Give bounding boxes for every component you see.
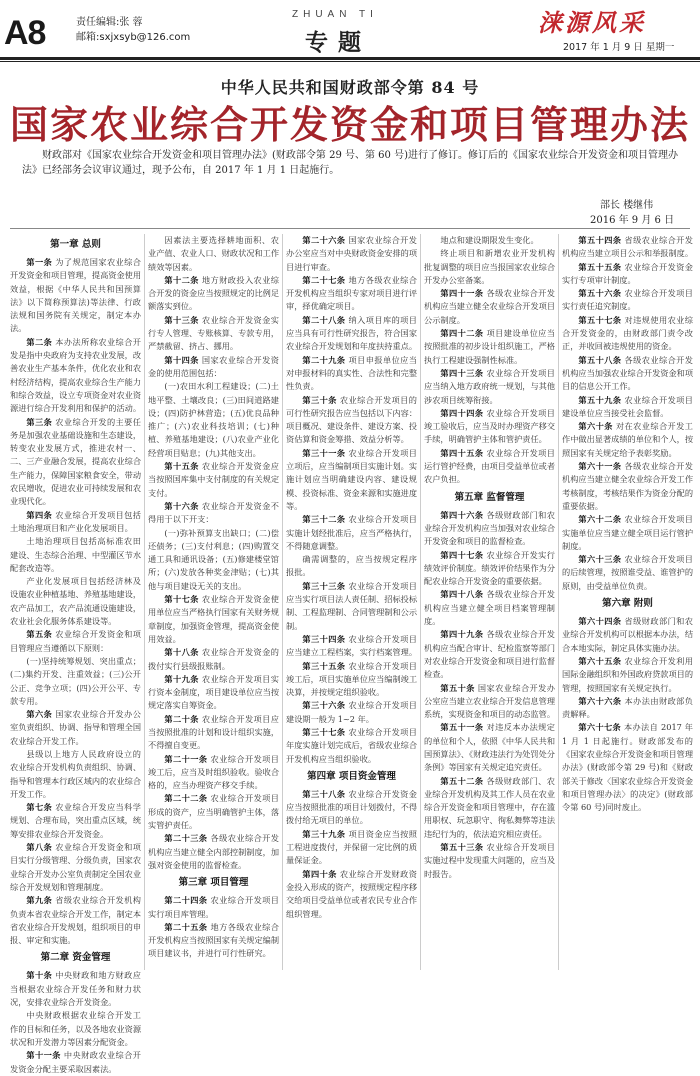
article-paragraph bbox=[148, 753, 279, 793]
article-number: 第五条 bbox=[26, 629, 53, 640]
article-paragraph bbox=[10, 336, 141, 416]
article-paragraph bbox=[562, 513, 693, 553]
article-number: 第五十七条 bbox=[578, 314, 622, 325]
article-number: 第五十一条 bbox=[440, 722, 484, 733]
article-text: 农业综合开发资金应当按照国库集中支付制度的有关规定支付。 bbox=[148, 461, 280, 498]
article-paragraph bbox=[10, 1009, 141, 1049]
article-text: 对违规使用农业综合开发资金的，由财政部门责令改正，并收回被违规使用的资金。 bbox=[562, 314, 693, 352]
article-paragraph bbox=[424, 327, 555, 367]
article-number: 第二条 bbox=[26, 336, 53, 347]
article-paragraph bbox=[10, 969, 141, 1009]
article-paragraph bbox=[148, 460, 279, 500]
article-text: 农业综合开发项目应当实行项目法人责任制、招标投标制、工程监理制、合同管理制和公示制。 bbox=[286, 580, 418, 631]
article-number: 第三十三条 bbox=[302, 580, 346, 591]
article-text: 国家农业综合开发办公室应当对中央财政资金安排的项目进行审查。 bbox=[286, 235, 418, 272]
article-text: 农业综合开发项目应当纳入地方政府统一规划，与其他涉农项目统筹衔接。 bbox=[424, 367, 556, 405]
article-text: 农业综合开发资金的拨付实行县级报账制。 bbox=[148, 647, 279, 671]
article-text: 农业综合开发项目包括土地治理项目和产业化发展项目。 bbox=[10, 509, 141, 533]
article-number: 第四十条 bbox=[302, 868, 337, 879]
editor-name: 责任编辑:张 蓉 bbox=[76, 17, 143, 28]
article-number: 第五十四条 bbox=[578, 235, 622, 245]
article-text: 土地治理项目包括高标准农田建设、生态综合治理、中型灌区节水配套改造等。 bbox=[10, 536, 142, 573]
article-paragraph bbox=[286, 394, 417, 447]
article-number: 第五十六条 bbox=[578, 288, 622, 299]
article-text: 对在农业综合开发工作中做出显著成绩的单位和个人，按照国家有关规定给予表彰奖励。 bbox=[562, 421, 694, 458]
article-paragraph bbox=[286, 633, 417, 660]
article-number: 第六十条 bbox=[578, 421, 613, 432]
page-number: A8 bbox=[4, 14, 46, 52]
article-number: 第五十二条 bbox=[440, 775, 484, 786]
article-number: 第五十九条 bbox=[578, 394, 622, 405]
article-text: 农业综合开发项目的后续管理，按照谁受益、谁管护的原则，由受益单位负责。 bbox=[562, 554, 694, 591]
article-number: 第三十一条 bbox=[302, 447, 346, 458]
article-paragraph bbox=[10, 655, 141, 708]
article-text: 农业综合开发项目实施单位应当建立健全项目运行管护制度。 bbox=[562, 514, 694, 551]
article-text: 产业化发展项目包括经济林及设施农业种植基地、养殖基地建设，农产品加工，农产品流通设施建设，农业社会化服务体系建设等。 bbox=[10, 576, 142, 627]
article-number: 第六十六条 bbox=[578, 695, 622, 706]
article-paragraph bbox=[148, 500, 279, 527]
article-paragraph bbox=[562, 615, 693, 655]
article-text: 各级财政部门和农业综合开发机构应当加强对农业综合开发资金和项目的监督检查。 bbox=[424, 509, 556, 547]
article-paragraph bbox=[10, 628, 141, 655]
article-text: 省级财政部门和农业综合开发机构可以根据本办法，结合本地实际，制定具体实施办法。 bbox=[562, 616, 694, 653]
issue-date: 2017 年 1 月 9 日 星期一 bbox=[563, 42, 675, 53]
article-text: 各级农业综合开发机构应当建立健全农业综合开发项目公示制度。 bbox=[424, 288, 556, 325]
article-text: 省级农业综合开发机构负责本省农业综合开发工作，制定本省农业综合开发规划，组织项目的申报、审定和实施。 bbox=[10, 895, 142, 946]
article-text: 本办法自 2017 年 1 月 1 日起施行。财政部发布的《国家农业综合开发资金和项目管理办法》(财政部令第 29 号)和《财政部关于修改〈国家农业综合开发资金和项目管理办法〉的决定》(财政部令第 60 号)同时废止。 bbox=[562, 722, 694, 813]
article-number: 第二十九条 bbox=[302, 354, 346, 365]
article-paragraph bbox=[286, 828, 417, 868]
article-text: 农业综合开发资金和项目管理应当遵循以下原则： bbox=[10, 629, 141, 653]
article-number: 第十一条 bbox=[26, 1050, 61, 1061]
section-label-en: ZHUAN TI bbox=[292, 9, 378, 20]
article-paragraph bbox=[424, 841, 555, 881]
article-text: 国家农业综合开发资金的使用范围包括： bbox=[148, 354, 279, 378]
text-column-2 bbox=[148, 234, 279, 970]
article-number: 第二十三条 bbox=[164, 833, 208, 844]
article-number: 第四十五条 bbox=[440, 447, 484, 458]
article-text: 国家农业综合开发办公室应当建立农业综合开发信息管理系统，实现资金和项目的动态监管。 bbox=[424, 682, 556, 720]
article-number: 第五十八条 bbox=[578, 354, 622, 365]
article-paragraph bbox=[424, 447, 555, 487]
article-number: 第三十六条 bbox=[302, 700, 346, 711]
article-text: 农业综合开发项目实行责任追究制度。 bbox=[562, 288, 693, 312]
article-paragraph bbox=[10, 708, 141, 748]
article-number: 第二十六条 bbox=[302, 235, 346, 245]
chapter-heading: 第二章 资金管理 bbox=[40, 952, 111, 964]
article-number: 第四十六条 bbox=[440, 509, 484, 520]
article-text: 农业综合开发资金使用单位应当严格执行国家有关财务规章制度，加强资金管理，提高资金使用效益。 bbox=[148, 594, 280, 644]
column-rule bbox=[282, 234, 283, 970]
article-paragraph bbox=[286, 274, 417, 314]
article-paragraph bbox=[562, 234, 693, 261]
article-number: 第四十四条 bbox=[440, 407, 484, 418]
article-paragraph bbox=[562, 261, 693, 288]
article-paragraph bbox=[148, 921, 279, 961]
article-number: 第六十四条 bbox=[578, 616, 622, 627]
article-paragraph bbox=[562, 287, 693, 314]
article-text: 确需调整的，应当按规定程序报批。 bbox=[286, 554, 417, 578]
article-paragraph bbox=[148, 673, 279, 713]
chapter-heading: 第三章 项目管理 bbox=[178, 877, 249, 889]
article-number: 第三十条 bbox=[302, 394, 337, 405]
article-paragraph bbox=[286, 234, 417, 274]
text-column-4 bbox=[424, 234, 555, 970]
article-text: 农业综合开发项目运行管护经费，由项目受益单位或者农户负担。 bbox=[424, 447, 556, 485]
article-paragraph bbox=[286, 513, 417, 553]
editor-email: 邮箱:sxjxsyb@126.com bbox=[76, 32, 191, 43]
article-paragraph bbox=[562, 314, 693, 354]
article-number: 第六十一条 bbox=[578, 461, 622, 472]
masthead: 涞源风采 bbox=[538, 8, 646, 37]
article-paragraph bbox=[148, 792, 279, 832]
article-text: 农业综合开发项目形成的资产，应当明确管护主体，落实管护责任。 bbox=[148, 793, 280, 831]
article-text: 中央财政和地方财政应当根据农业综合开发任务和财力状况，安排农业综合开发资金。 bbox=[10, 970, 141, 1008]
article-text: 农业综合开发财政资金投入形成的资产，按照规定程序移交给项目受益单位或者农民专业合作组织管理。 bbox=[286, 868, 418, 919]
article-text: 农业综合开发资金和项目实行分级管理、分级负责，国家农业综合开发办公室负责制定全国农业综合开发规划和管理制度。 bbox=[10, 842, 142, 892]
article-number: 第十六条 bbox=[164, 500, 199, 511]
article-title: 国家农业综合开发资金和项目管理办法 bbox=[9, 102, 690, 147]
article-text: 地点和建设期限发生变化。 bbox=[440, 235, 539, 245]
article-paragraph bbox=[148, 832, 279, 872]
article-paragraph bbox=[562, 354, 693, 394]
article-number: 第五十条 bbox=[440, 682, 475, 693]
article-number: 第三十八条 bbox=[302, 788, 346, 799]
page-header bbox=[0, 0, 700, 58]
article-text: 各级农业综合开发机构应当建立健全内部控制制度，加强对资金使用的监督检查。 bbox=[148, 833, 280, 870]
article-paragraph bbox=[286, 580, 417, 633]
article-text: 国家农业综合开发办公室负责组织、协调、指导和管理全国农业综合开发工作。 bbox=[10, 709, 142, 746]
article-text: 农业综合开发项目竣工验收后，应当及时办理资产移交手续，明确管护主体和管护责任。 bbox=[424, 407, 556, 445]
article-paragraph bbox=[424, 367, 555, 407]
article-text: (一)坚持统筹规划、突出重点；(二)集约开发、注重效益；(三)公开公正、竞争立项；(四)公开公平、专款专用。 bbox=[10, 655, 141, 706]
article-paragraph bbox=[148, 894, 279, 921]
article-paragraph bbox=[424, 588, 555, 628]
article-number: 第二十五条 bbox=[164, 921, 208, 932]
column-rule bbox=[558, 234, 559, 970]
article-text: 农业综合开发项目实行资本金制度，项目建设单位应当按规定落实自筹资金。 bbox=[148, 673, 280, 711]
chapter-heading: 第一章 总则 bbox=[50, 239, 101, 250]
article-paragraph bbox=[424, 628, 555, 681]
article-number: 第六十五条 bbox=[578, 655, 622, 666]
article-number: 第三条 bbox=[26, 416, 53, 427]
article-text: 中央财政根据农业综合开发工作的目标和任务，以及各地农业资源状况和开发潜力等因素分配资金。 bbox=[10, 1010, 142, 1047]
article-paragraph bbox=[424, 407, 555, 447]
article-text: 农业综合开发项目建设单位应当接受社会监督。 bbox=[562, 394, 693, 418]
text-column-5 bbox=[562, 234, 693, 970]
article-paragraph bbox=[286, 868, 417, 921]
article-number: 第六十三条 bbox=[578, 554, 622, 565]
article-paragraph bbox=[286, 447, 417, 513]
article-paragraph bbox=[562, 394, 693, 421]
article-paragraph bbox=[424, 234, 555, 247]
article-paragraph bbox=[10, 841, 141, 894]
article-paragraph bbox=[10, 535, 141, 575]
article-text: (一)农田水利工程建设；(二)土地平整、土壤改良；(三)田间道路建设；(四)防护林营造；(五)优良品种推广；(六)农业科技培训；(七)种植、养殖基地建设；(八)农业产业化经营项目贴息；(九)其他支出。 bbox=[148, 381, 279, 458]
article-text: 农业综合开发项目建设期一般为 1~2 年。 bbox=[286, 700, 417, 724]
article-paragraph bbox=[562, 655, 693, 695]
article-text: 农业综合开发项目实施计划经批准后，应当严格执行，不得随意调整。 bbox=[286, 514, 418, 551]
decree-number: 中华人民共和国财政部令第 84 号 bbox=[220, 78, 480, 97]
article-text: 农业综合开发项目竣工后，项目实施单位应当编制竣工决算，并按规定组织验收。 bbox=[286, 660, 418, 698]
article-paragraph bbox=[148, 354, 279, 381]
article-text: 农业综合开发资金实行专人管理、专账核算、专款专用，严禁截留、挤占、挪用。 bbox=[148, 314, 280, 352]
article-text: 各级农业综合开发机构应当建立健全项目档案管理制度。 bbox=[424, 589, 555, 627]
article-text: 省级农业综合开发机构应当建立项目公示和举报制度。 bbox=[562, 235, 694, 259]
article-paragraph bbox=[148, 527, 279, 593]
article-paragraph bbox=[10, 256, 141, 336]
article-number: 第十条 bbox=[26, 970, 53, 981]
article-text: 县级以上地方人民政府设立的农业综合开发机构负责组织、协调、指导和管理本行政区域内的农业综合开发工作。 bbox=[10, 748, 142, 799]
article-number: 第六条 bbox=[26, 709, 53, 720]
article-text: 因素法主要选择耕地面积、农业产值、农业人口、财政状况和工作绩效等因素。 bbox=[148, 235, 280, 272]
article-paragraph bbox=[286, 553, 417, 580]
article-text: 农业综合开发项目实施过程中发现重大问题的，应当及时报告。 bbox=[424, 842, 556, 879]
article-number: 第四十七条 bbox=[440, 549, 484, 560]
article-number: 第二十一条 bbox=[164, 753, 208, 764]
article-paragraph bbox=[286, 726, 417, 766]
article-number: 第十二条 bbox=[164, 274, 199, 285]
article-number: 第三十七条 bbox=[302, 726, 346, 737]
article-paragraph bbox=[562, 553, 693, 593]
article-paragraph bbox=[424, 682, 555, 722]
article-paragraph bbox=[10, 1049, 141, 1076]
article-number: 第七条 bbox=[26, 802, 53, 813]
article-text: 纳入项目库的项目应当具有可行性研究报告，符合国家农业综合开发规划和年度扶持重点。 bbox=[286, 314, 418, 352]
article-text: 各级农业综合开发机构应当建立健全农业综合开发工作考核制度，考核结果作为资金分配的重要依据。 bbox=[562, 461, 694, 511]
section-divider bbox=[10, 228, 690, 229]
article-text: 本办法由财政部负责解释。 bbox=[562, 695, 693, 720]
article-text: 农业综合开发项目应当按照批准的计划和设计组织实施，不得擅自变更。 bbox=[148, 713, 280, 751]
article-paragraph bbox=[10, 575, 141, 628]
article-number: 第三十九条 bbox=[302, 828, 346, 839]
article-text: 农业综合开发利用国际金融组织和外国政府贷款项目的管理，按照国家有关规定执行。 bbox=[562, 655, 694, 693]
article-paragraph bbox=[424, 775, 555, 841]
article-text: 地方各级农业综合开发机构应当组织专家对项目进行评审，择优确定项目。 bbox=[286, 274, 418, 312]
article-paragraph bbox=[562, 420, 693, 460]
article-text: 农业综合开发项目应当建立工程档案，实行档案管理。 bbox=[286, 633, 418, 658]
article-text: 各级农业综合开发机构应当加强农业综合开发资金和项目的信息公开工作。 bbox=[562, 354, 694, 392]
article-paragraph bbox=[148, 713, 279, 753]
text-column-3 bbox=[286, 234, 417, 970]
article-paragraph bbox=[148, 314, 279, 354]
article-number: 第六十七条 bbox=[578, 722, 622, 733]
article-text: 各级财政部门、农业综合开发机构及其工作人员在农业综合开发资金和项目管理中，存在滥用职权、玩忽职守、徇私舞弊等违法违纪行为的，依法追究相应责任。 bbox=[424, 775, 556, 839]
article-paragraph bbox=[148, 380, 279, 460]
article-number: 第二十四条 bbox=[164, 895, 208, 906]
article-text: 项目申报单位应当对申报材料的真实性、合法性和完整性负责。 bbox=[286, 354, 418, 392]
article-paragraph bbox=[148, 646, 279, 673]
article-paragraph bbox=[10, 801, 141, 841]
article-number: 第三十二条 bbox=[302, 514, 346, 525]
article-number: 第十九条 bbox=[164, 673, 199, 684]
article-number: 第五十五条 bbox=[578, 261, 622, 272]
article-paragraph bbox=[562, 460, 693, 513]
column-rule bbox=[144, 234, 145, 970]
column-rule bbox=[420, 234, 421, 970]
editor-info bbox=[76, 15, 190, 45]
header-rule-thin bbox=[0, 61, 700, 62]
article-text: 农业综合开发资金实行专项审计制度。 bbox=[562, 261, 693, 285]
article-number: 第十四条 bbox=[164, 354, 199, 365]
article-text: 终止项目和新增农业开发机构批复调整的项目应当报国家农业综合开发办公室备案。 bbox=[424, 248, 556, 285]
article-number: 第三十五条 bbox=[302, 660, 346, 671]
article-paragraph bbox=[10, 894, 141, 947]
article-text: 中央财政农业综合开发资金分配主要采取因素法。 bbox=[10, 1050, 141, 1074]
article-text: 地方财政投入农业综合开发的资金应当按照规定的比例足额落实到位。 bbox=[148, 274, 280, 312]
article-number: 第十八条 bbox=[164, 647, 199, 658]
article-paragraph bbox=[286, 699, 417, 726]
article-number: 第二十二条 bbox=[164, 793, 208, 804]
text-column-1 bbox=[10, 234, 142, 1074]
section-label: 专题 bbox=[305, 29, 371, 56]
article-paragraph bbox=[286, 788, 417, 828]
article-paragraph bbox=[424, 509, 555, 549]
signature-name: 部长 楼继伟 bbox=[600, 200, 654, 211]
article-number: 第五十三条 bbox=[440, 842, 484, 853]
article-text: 为了规范国家农业综合开发资金和项目管理，提高资金使用效益，根据《中华人民共和国预算法》以下简称预算法)等法律、行政法规和国务院有关规定，制定本办法。 bbox=[10, 257, 142, 334]
article-number: 第四条 bbox=[26, 509, 53, 520]
article-number: 第十三条 bbox=[164, 314, 199, 325]
article-paragraph bbox=[424, 287, 555, 327]
article-paragraph bbox=[562, 695, 693, 722]
article-number: 第一条 bbox=[26, 257, 53, 267]
article-number: 第四十八条 bbox=[440, 589, 484, 600]
article-number: 第四十二条 bbox=[440, 328, 484, 339]
article-text: 项目建设单位应当按照批准的初步设计组织施工，严格执行工程建设强制性标准。 bbox=[424, 328, 556, 365]
chapter-heading: 第四章 项目资金管理 bbox=[307, 770, 396, 782]
article-paragraph bbox=[148, 593, 279, 646]
article-paragraph bbox=[148, 274, 279, 314]
article-text: 各级农业综合开发机构应当配合审计、纪检监察等部门对农业综合开发资金和项目进行监督检查。 bbox=[424, 629, 556, 680]
article-paragraph bbox=[10, 748, 141, 801]
chapter-heading: 第五章 监督管理 bbox=[454, 491, 525, 503]
article-paragraph bbox=[286, 660, 417, 700]
article-number: 第四十三条 bbox=[440, 367, 484, 378]
article-text: 农业综合开发资金不得用于以下开支： bbox=[148, 500, 279, 525]
article-paragraph bbox=[424, 247, 555, 287]
article-text: 农业综合开发项目的可行性研究报告应当包括以下内容：项目概况、建设条件、建设方案、投资估算和资金筹措、效益分析等。 bbox=[286, 394, 418, 445]
article-text: 农业综合开发项目竣工后，应当及时组织验收。验收合格的，应当办理资产移交手续。 bbox=[148, 753, 280, 791]
article-number: 第九条 bbox=[26, 895, 53, 906]
article-text: 农业综合开发应当科学规划、合理布局，突出重点区域，统筹安排农业综合开发资金。 bbox=[10, 802, 142, 839]
signature-date: 2016 年 9 月 6 日 bbox=[590, 215, 675, 226]
article-number: 第二十条 bbox=[164, 713, 199, 724]
article-number: 第四十一条 bbox=[440, 288, 484, 299]
header-rule bbox=[0, 57, 700, 60]
article-number: 第二十七条 bbox=[302, 274, 346, 285]
article-number: 第六十二条 bbox=[578, 514, 622, 525]
article-paragraph bbox=[424, 549, 555, 589]
article-text: 对违反本办法规定的单位和个人，依照《中华人民共和国预算法》、《财政违法行为处罚处分条例》等国家有关规定追究责任。 bbox=[424, 722, 556, 773]
article-text: 农业综合开发实行绩效评价制度。绩效评价结果作为分配农业综合开发资金的重要依据。 bbox=[424, 549, 556, 587]
article-text: 地方各级农业综合开发机构应当按照国家有关规定编制项目建议书，并进行可行性研究。 bbox=[148, 921, 280, 959]
article-text: 本办法所称农业综合开发是指中央政府为支持农业发展，改善农业生产基本条件，优化农业和农村经济结构，提高农业综合生产能力和综合效益，设立专项资金对农业资源进行综合开发利用和保护的活动。 bbox=[10, 336, 142, 414]
article-paragraph bbox=[10, 416, 141, 509]
article-number: 第八条 bbox=[26, 842, 53, 853]
article-text: 农业综合开发项目实行项目库管理。 bbox=[148, 895, 279, 919]
article-number: 第四十九条 bbox=[440, 629, 484, 640]
article-text: 农业综合开发项目立项后，应当编制项目实施计划。实施计划应当明确建设内容、建设规模、投资标准、资金来源和实施进度等。 bbox=[286, 447, 418, 511]
article-paragraph bbox=[148, 234, 279, 274]
article-text: 农业综合开发的主要任务是加强农业基础设施和生态建设，转变农业发展方式，推进农村一、二、三产业融合发展，提高农业综合生产能力，保障国家粮食安全，带动农民增收，促进农业可持续发展和农业现代化。 bbox=[10, 416, 142, 507]
article-number: 第二十八条 bbox=[302, 314, 346, 325]
article-paragraph bbox=[286, 314, 417, 354]
preamble: 财政部对《国家农业综合开发资金和项目管理办法》(财政部令第 29 号、第 60 号)进行了修订。修订后的《国家农业综合开发资金和项目管理办法》已经部务会议审议通过，现予公布，自 2017 年 1 月 1 日起施行。 bbox=[22, 150, 678, 176]
article-text: 项目资金应当按照工程进度拨付，并保留一定比例的质量保证金。 bbox=[286, 828, 418, 866]
article-text: 农业综合开发资金应当按照批准的项目计划拨付，不得拨付给无项目的单位。 bbox=[286, 788, 418, 826]
article-paragraph bbox=[10, 509, 141, 536]
article-paragraph bbox=[286, 354, 417, 394]
article-number: 第三十四条 bbox=[302, 633, 346, 644]
article-paragraph bbox=[424, 721, 555, 774]
article-text: 农业综合开发项目年度实施计划完成后，省级农业综合开发机构应当组织验收。 bbox=[286, 726, 418, 764]
article-number: 第十七条 bbox=[164, 594, 199, 605]
article-paragraph bbox=[562, 721, 693, 814]
article-number: 第十五条 bbox=[164, 461, 199, 472]
chapter-heading: 第六章 附则 bbox=[602, 598, 653, 610]
article-text: (一)弥补预算支出缺口；(二)偿还债务；(三)支付利息；(四)购置交通工具和通讯设备；(五)修建楼堂馆所；(六)发放各种奖金津贴；(七)其他与项目建设无关的支出。 bbox=[148, 527, 279, 591]
